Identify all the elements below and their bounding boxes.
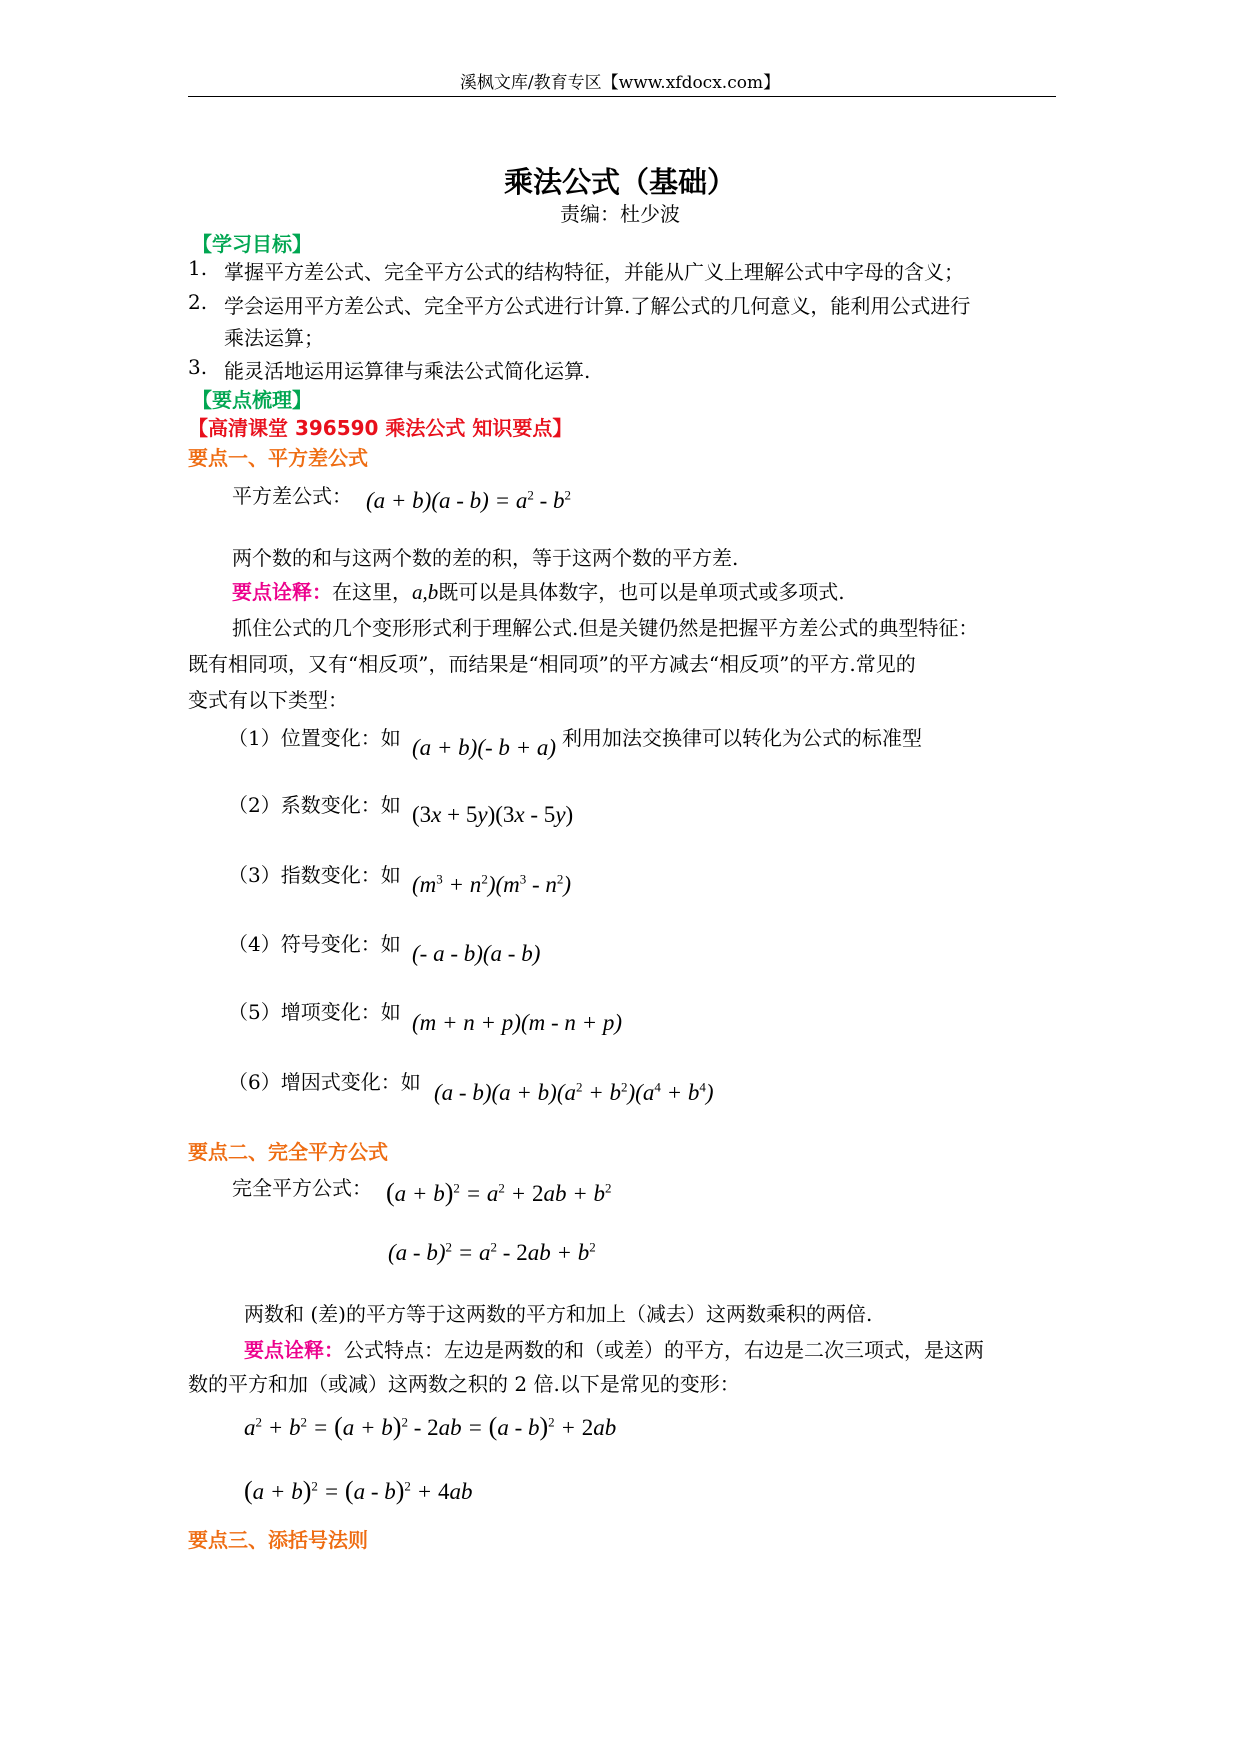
goal-1-text: 掌握平方差公式、完全平方公式的结构特征，并能从广义上理解公式中字母的含义； (224, 260, 964, 284)
point2-note (244, 1334, 984, 1363)
variant-2-formula: (3x + 5y)(3x - 5y) (412, 802, 574, 827)
square-of-sum-formula: $(a + b)^2 = a^2 + 2ab + b^2$ (386, 1178, 612, 1207)
goal-2-cont: 乘法运算； (224, 326, 324, 350)
variant-5-label: （5）增项变化：如 (228, 1000, 401, 1024)
point2-formula-label: 完全平方公式： (232, 1176, 372, 1200)
variant-6-label: （6）增因式变化：如 (228, 1070, 421, 1094)
variant-6-formula: $(a - b)(a + b)(a^2 + b^2)(a^4 + b^4)$ (434, 1079, 714, 1105)
point2-note-text: 公式特点：左边是两数的和（或差）的平方，右边是二次三项式，是这两 (344, 1338, 984, 1362)
variant-4-formula: (- a - b)(a - b) (412, 941, 541, 966)
variant-1-label: （1）位置变化：如 (228, 726, 401, 750)
point1-note-text-a: 在这里， (332, 580, 412, 604)
variant-1-formula: (a + b)(- b + a) (412, 735, 557, 760)
point1-desc: 两个数的和与这两个数的差的积，等于这两个数的平方差. (232, 546, 739, 570)
page-header: 溪枫文库/教育专区【www.xfdocx.com】 (459, 73, 781, 93)
goals-heading: 【学习目标】 (192, 232, 312, 256)
goal-3-num: 3. (188, 355, 208, 379)
difference-of-squares-formula: $(a + b)(a - b) = a^2 - b^2$ (366, 487, 572, 513)
point1-para3: 变式有以下类型： (188, 688, 348, 712)
point1-para1: 抓住公式的几个变形形式利于理解公式.但是关键仍然是把握平方差公式的典型特征： (232, 616, 979, 640)
goal-3-text: 能灵活地运用运算律与乘法公式简化运算. (224, 359, 591, 383)
point1-para2: 既有相同项，又有“相反项”，而结果是“相同项”的平方减去“相反项”的平方.常见的 (188, 652, 916, 676)
point1-note-vars: a,b (412, 580, 439, 604)
point2-note-text2: 数的平方和加（或减）这两数之积的 2 倍.以下是常见的变形： (188, 1372, 740, 1396)
point1-note (232, 576, 845, 605)
variant-3-formula: $(m^3 + n^2)(m^3 - n^2)$ (412, 871, 572, 897)
goal-2-text: 学会运用平方差公式、完全平方公式进行计算.了解公式的几何意义，能利用公式进行 (224, 294, 971, 318)
goal-1-num: 1. (188, 256, 208, 280)
variant-2-label: （2）系数变化：如 (228, 793, 401, 817)
point2-note-label: 要点诠释： (244, 1338, 344, 1362)
variant-formula-2: $(a + b)^2 = (a - b)^2 + 4ab$ (244, 1476, 473, 1505)
variant-3-label: （3）指数变化：如 (228, 863, 401, 887)
point3-heading: 要点三、添括号法则 (188, 1528, 368, 1552)
points-heading: 【要点梳理】 (192, 388, 312, 412)
doc-title: 乘法公式（基础） (503, 165, 736, 199)
point1-note-label: 要点诠释： (232, 580, 332, 604)
doc-editor: 责编：杜少波 (560, 202, 680, 226)
goal-2-num: 2. (188, 290, 208, 314)
variant-5-formula: (m + n + p)(m - n + p) (412, 1010, 623, 1035)
variant-4-label: （4）符号变化：如 (228, 932, 401, 956)
point1-formula-label: 平方差公式： (232, 484, 352, 508)
point2-desc: 两数和 (差)的平方等于这两数的平方和加上（减去）这两数乘积的两倍. (244, 1302, 873, 1326)
square-of-difference-formula: $(a - b)^2 = a^2 - 2ab + b^2$ (388, 1239, 596, 1265)
variant-1-suffix: 利用加法交换律可以转化为公式的标准型 (562, 726, 922, 750)
point1-note-text-b: 既可以是具体数字，也可以是单项式或多项式. (438, 580, 845, 604)
point1-heading: 要点一、平方差公式 (188, 446, 368, 470)
header-rule (188, 96, 1056, 97)
video-link[interactable]: 【高清课堂 396590 乘法公式 知识要点】 (188, 416, 573, 440)
point2-heading: 要点二、完全平方公式 (188, 1140, 388, 1164)
variant-formula-1: $a^2 + b^2 = (a + b)^2 - 2ab = (a - b)^2 + 2ab$ (244, 1412, 617, 1441)
